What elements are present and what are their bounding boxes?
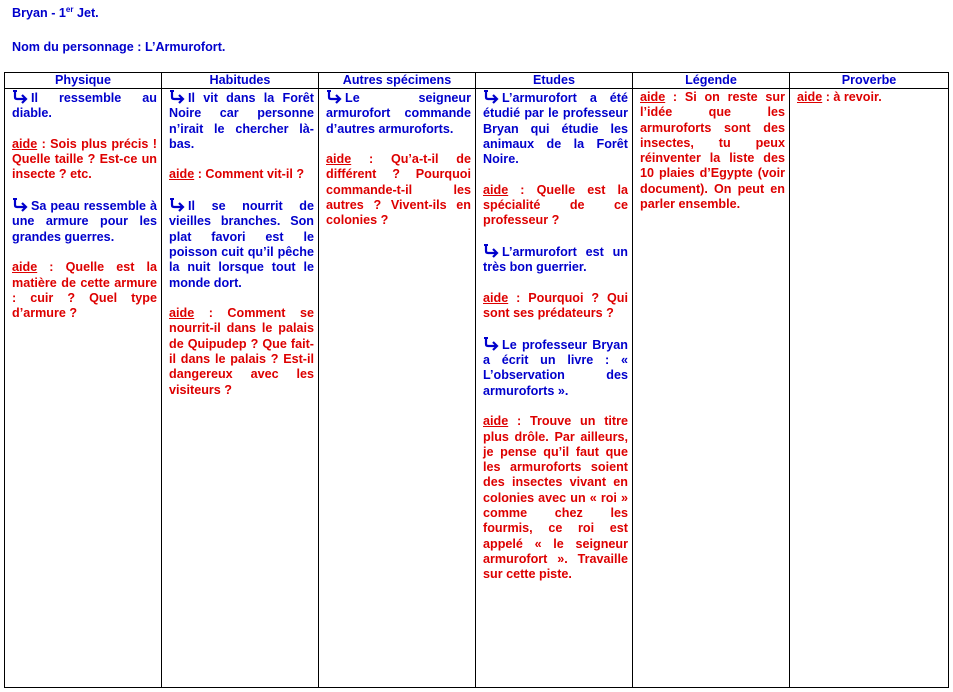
cell-etudes (476, 89, 633, 688)
aide-block (483, 414, 628, 582)
note-text: Le seigneur armurofort commande d’autres armuroforts. (326, 91, 471, 136)
aide-block (169, 306, 314, 398)
hook-arrow-icon (483, 90, 500, 104)
hook-arrow-icon (483, 244, 500, 258)
character-name: Nom du personnage : L’Armurofort. (12, 40, 226, 54)
note-text: Il ressemble au diable. (12, 91, 157, 121)
note-block (483, 90, 628, 167)
aide-label: aide (483, 290, 509, 305)
aide-text: : Pourquoi ? Qui sont ses prédateurs ? (483, 290, 628, 321)
note-text: Il se nourrit de vieilles branches. Son plat favori est le poisson cuit qu’il pêche la nuit lorsque tout le monde dort. (169, 199, 314, 290)
note-block (169, 198, 314, 291)
aide-text: : à revoir. (822, 90, 882, 104)
column-header-habitudes: Habitudes (162, 73, 319, 89)
column-header-proverbe: Proverbe (790, 73, 949, 89)
hook-arrow-icon (12, 198, 29, 212)
aide-block (640, 90, 785, 212)
note-text: Il vit dans la Forêt Noire car personne n’irait le chercher là-bas. (169, 91, 314, 151)
aide-label: aide (12, 136, 38, 151)
column-header-etudes: Etudes (476, 73, 633, 89)
note-text: L’armurofort a été étudié par le professeur Bryan qui étudie les animaux de la Forêt Noire. (483, 91, 628, 167)
aide-text: : Quelle est la matière de cette armure : cuir ? Quel type d’armure ? (12, 260, 157, 321)
character-table (4, 72, 949, 688)
column-header-physique: Physique (5, 73, 162, 89)
column-header-autres-specimens: Autres spécimens (319, 73, 476, 89)
hook-arrow-icon (169, 198, 186, 212)
aide-text: : Si on reste sur l’idée que les armuroforts sont des insectes, tu peux réinventer la liste des 10 plaies d’Egypte (voir document). On peut en parler ensemble. (640, 90, 785, 212)
aide-block (169, 167, 314, 182)
hook-arrow-icon (483, 337, 500, 351)
aide-block (483, 291, 628, 322)
note-block (326, 90, 471, 137)
aide-label: aide (483, 414, 509, 429)
aide-block (12, 260, 157, 321)
aide-text: : Quelle est la spécialité de ce professeur ? (483, 182, 628, 228)
title-line: Bryan - 1er Jet. (12, 4, 99, 20)
aide-label: aide (640, 90, 666, 104)
hook-arrow-icon (12, 90, 29, 104)
aide-label: aide (326, 152, 352, 167)
hook-arrow-icon (326, 90, 343, 104)
note-text: Sa peau ressemble à une armure pour les grandes guerres. (12, 199, 157, 244)
note-text: Le professeur Bryan a écrit un livre : « L’observation des armuroforts ». (483, 337, 628, 398)
column-header-legende: Légende (633, 73, 790, 89)
aide-text: : Comment se nourrit-il dans le palais de Quipudep ? Que fait-il dans le palais ? Est-il dangereux avec les visiteurs ? (169, 306, 314, 397)
note-block (169, 90, 314, 152)
aide-label: aide (483, 182, 509, 197)
note-block (12, 198, 157, 245)
hook-arrow-icon (169, 90, 186, 104)
aide-label: aide (797, 90, 823, 104)
note-block (12, 90, 157, 122)
cell-habitudes (162, 89, 319, 688)
aide-text: : Qu’a-t-il de différent ? Pourquoi commande-t-il les autres ? Vivent-ils en colonies ? (326, 152, 471, 228)
note-text: L’armurofort est un très bon guerrier. (483, 244, 628, 275)
aide-label: aide (169, 306, 195, 321)
aide-label: aide (169, 167, 195, 182)
aide-block (797, 90, 944, 105)
aide-text: : Sois plus précis ! Quelle taille ? Est-ce un insecte ? etc. (12, 136, 157, 182)
aide-label: aide (12, 260, 38, 275)
cell-proverbe (790, 89, 949, 688)
note-block (483, 244, 628, 276)
aide-block (326, 152, 471, 228)
aide-block (483, 183, 628, 229)
cell-physique (5, 89, 162, 688)
cell-legende (633, 89, 790, 688)
aide-block (12, 137, 157, 183)
note-block (483, 337, 628, 399)
aide-text: : Comment vit-il ? (194, 167, 305, 182)
aide-text: : Trouve un titre plus drôle. Par ailleurs, je pense qu’il faut que les armuroforts soient des insectes vivant en colonies avec un « roi » comme chez les fourmis, ce roi est appelé « le seigneur armurofort ». Travaille sur cette piste. (483, 414, 628, 582)
cell-autres-specimens (319, 89, 476, 688)
